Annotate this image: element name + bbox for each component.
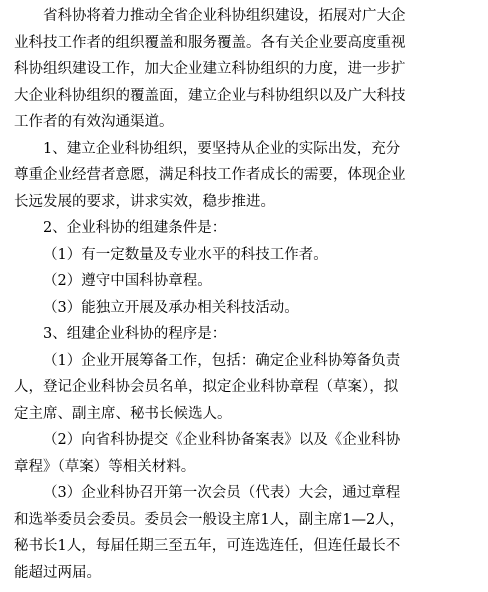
step1-line1: （1）企业开展筹备工作，包括：确定企业科协筹备负责 <box>43 353 401 369</box>
para1-line2: 业科技工作者的组织覆盖和服务覆盖。各有关企业要高度重视 <box>14 35 406 51</box>
condition-1: （1）有一定数量及专业水平的科技工作者。 <box>43 247 328 263</box>
para2-line2: 尊重企业经营者意愿，满足科技工作者成长的需要，体现企业 <box>14 167 406 183</box>
step1-line2: 人，登记企业科协会员名单，拟定企业科协章程（草案），拟 <box>14 379 399 395</box>
section-heading-3: 3、组建企业科协的程序是： <box>43 326 227 342</box>
step3-line3: 秘书长1人，每届任期三至五年，可连选连任，但连任最长不 <box>14 538 401 554</box>
step1-line3: 定主席、副主席、秘书长候选人。 <box>14 406 232 422</box>
condition-2: （2）遵守中国科协章程。 <box>43 273 212 289</box>
step3-line4: 能超过两届。 <box>14 565 101 581</box>
para1-line1: 省科协将着力推动全省企业科协组织建设，拓展对广大企 <box>43 8 406 24</box>
step3-line2: 和选举委员会委员。委员会一般设主席1人，副主席1—2人， <box>14 512 405 528</box>
para2-line1: 1、建立企业科协组织，要坚持从企业的实际出发，充分 <box>43 141 401 157</box>
para1-line3: 科协组织建设工作，加大企业建立科协组织的力度，进一步扩 <box>14 61 406 77</box>
para1-line4: 大企业科协组织的覆盖面，建立企业与科协组织以及广大科技 <box>14 88 406 104</box>
section-heading-2: 2、企业科协的组建条件是： <box>43 220 227 236</box>
condition-3: （3）能独立开展及承办相关科技活动。 <box>43 300 299 316</box>
step2-line2: 章程》（草案）等相关材料。 <box>14 459 196 475</box>
para2-line3: 长远发展的要求，讲求实效，稳步推进。 <box>14 194 275 210</box>
step2-line1: （2）向省科协提交《企业科协备案表》以及《企业科协 <box>43 432 401 448</box>
step3-line1: （3）企业科协召开第一次会员（代表）大会，通过章程 <box>43 485 401 501</box>
para1-line5: 工作者的有效沟通渠道。 <box>14 114 174 130</box>
